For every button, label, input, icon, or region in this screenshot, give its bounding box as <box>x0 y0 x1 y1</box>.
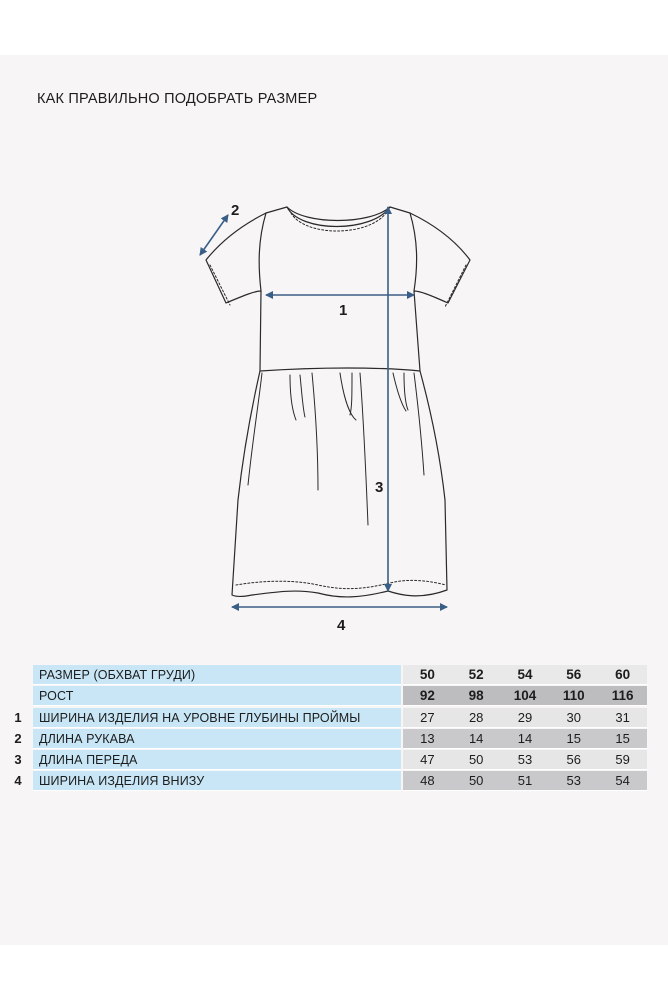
row-label: ШИРИНА ИЗДЕЛИЯ ВНИЗУ <box>33 771 401 791</box>
cell-value: 54 <box>615 773 630 788</box>
table-header-row <box>0 665 668 685</box>
page-title: КАК ПРАВИЛЬНО ПОДОБРАТЬ РАЗМЕР <box>37 91 318 107</box>
size-guide-sheet <box>0 55 668 945</box>
arrow-2 <box>200 215 228 255</box>
row-label: ДЛИНА ПЕРЕДА <box>33 750 401 770</box>
cell-value: 31 <box>615 710 630 725</box>
cell-value: 47 <box>420 752 435 767</box>
size-value: 60 <box>615 667 631 682</box>
cell-value: 29 <box>517 710 533 725</box>
height-value: 98 <box>468 688 484 703</box>
cell-value: 13 <box>420 731 435 746</box>
size-value: 50 <box>419 667 435 682</box>
dress-diagram <box>0 55 668 655</box>
cell-value: 59 <box>615 752 630 767</box>
size-value: 54 <box>517 667 533 682</box>
header-label: РАЗМЕР (ОБХВАТ ГРУДИ) <box>33 665 401 685</box>
dress-outline <box>206 207 470 597</box>
table-row <box>0 750 668 770</box>
size-value: 52 <box>468 667 484 682</box>
row-number: 4 <box>14 773 22 788</box>
cell-value: 28 <box>468 710 484 725</box>
row-label: ШИРИНА ИЗДЕЛИЯ НА УРОВНЕ ГЛУБИНЫ ПРОЙМЫ <box>33 708 401 728</box>
row-values <box>403 771 647 791</box>
row-values <box>403 708 647 728</box>
measure-label-1: 1 <box>339 302 348 319</box>
cell-value: 48 <box>420 773 435 788</box>
table-row <box>0 771 668 791</box>
height-values <box>403 686 647 706</box>
height-row <box>0 686 668 706</box>
measure-label-3: 3 <box>375 479 384 496</box>
height-label: РОСТ <box>33 686 401 706</box>
height-value: 110 <box>562 688 585 703</box>
height-value: 104 <box>513 688 537 703</box>
table-row <box>0 729 668 749</box>
row-label: ДЛИНА РУКАВА <box>33 729 401 749</box>
cell-value: 14 <box>468 731 484 746</box>
cell-value: 15 <box>615 731 630 746</box>
header-values <box>403 665 647 685</box>
row-number: 1 <box>14 710 22 725</box>
measure-label-4: 4 <box>337 617 346 634</box>
cell-value: 56 <box>566 752 582 767</box>
measure-label-2: 2 <box>231 202 240 219</box>
row-values <box>403 750 647 770</box>
height-value: 92 <box>419 688 435 703</box>
table-row <box>0 708 668 728</box>
row-values <box>403 729 647 749</box>
cell-value: 50 <box>468 752 484 767</box>
cell-value: 50 <box>468 773 484 788</box>
cell-value: 51 <box>517 773 533 788</box>
cell-value: 27 <box>420 710 435 725</box>
size-value: 56 <box>566 667 582 682</box>
row-number: 3 <box>14 752 22 767</box>
cell-value: 15 <box>566 731 582 746</box>
cell-value: 30 <box>566 710 582 725</box>
cell-value: 53 <box>566 773 582 788</box>
cell-value: 53 <box>517 752 533 767</box>
row-number: 2 <box>14 731 22 746</box>
height-value: 116 <box>611 688 634 703</box>
cell-value: 14 <box>517 731 533 746</box>
